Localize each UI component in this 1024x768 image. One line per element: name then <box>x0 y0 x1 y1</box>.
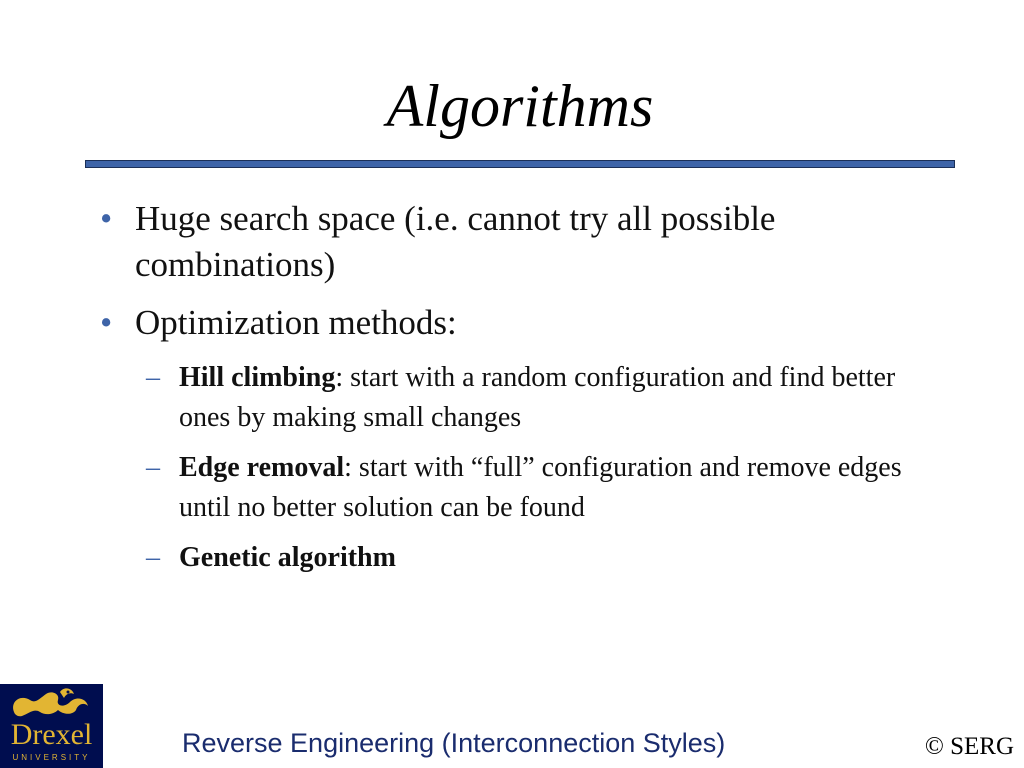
sub-bullet-text: : start with “full” configuration and remove edges until no better solution can be found <box>179 452 902 523</box>
bullet-mark: • <box>100 199 113 238</box>
logo-text: Drexel <box>10 718 93 751</box>
sub-bullet-text: : start with a random configuration and find better ones by making small changes <box>179 362 896 433</box>
slide-title: Algorithms <box>386 73 654 139</box>
drexel-logo <box>0 684 103 768</box>
sub-bullet-item <box>100 538 919 578</box>
bullet-text: Huge search space (i.e. cannot try all possible combinations) <box>135 199 776 284</box>
sub-bullet-term: Genetic algorithm <box>179 542 396 573</box>
bullet-list <box>100 196 920 588</box>
footer-copyright: © SERG <box>924 733 1014 760</box>
footer-course-title: Reverse Engineering (Interconnection Styles) <box>182 728 726 758</box>
sub-bullet-item <box>100 448 919 528</box>
sub-bullet-term: Edge removal <box>179 452 345 483</box>
bullet-text: Optimization methods: <box>135 303 457 342</box>
sub-bullet-mark: – <box>146 452 160 483</box>
sub-bullet-term: Hill climbing <box>179 362 336 393</box>
sub-bullet-mark: – <box>146 542 160 573</box>
title-divider <box>85 160 955 168</box>
sub-bullet-item <box>100 358 919 438</box>
sub-bullet-mark: – <box>146 362 160 393</box>
logo-subtext: UNIVERSITY <box>12 753 91 762</box>
bullet-item <box>100 300 920 346</box>
bullet-item <box>100 196 920 288</box>
bullet-mark: • <box>100 303 113 342</box>
